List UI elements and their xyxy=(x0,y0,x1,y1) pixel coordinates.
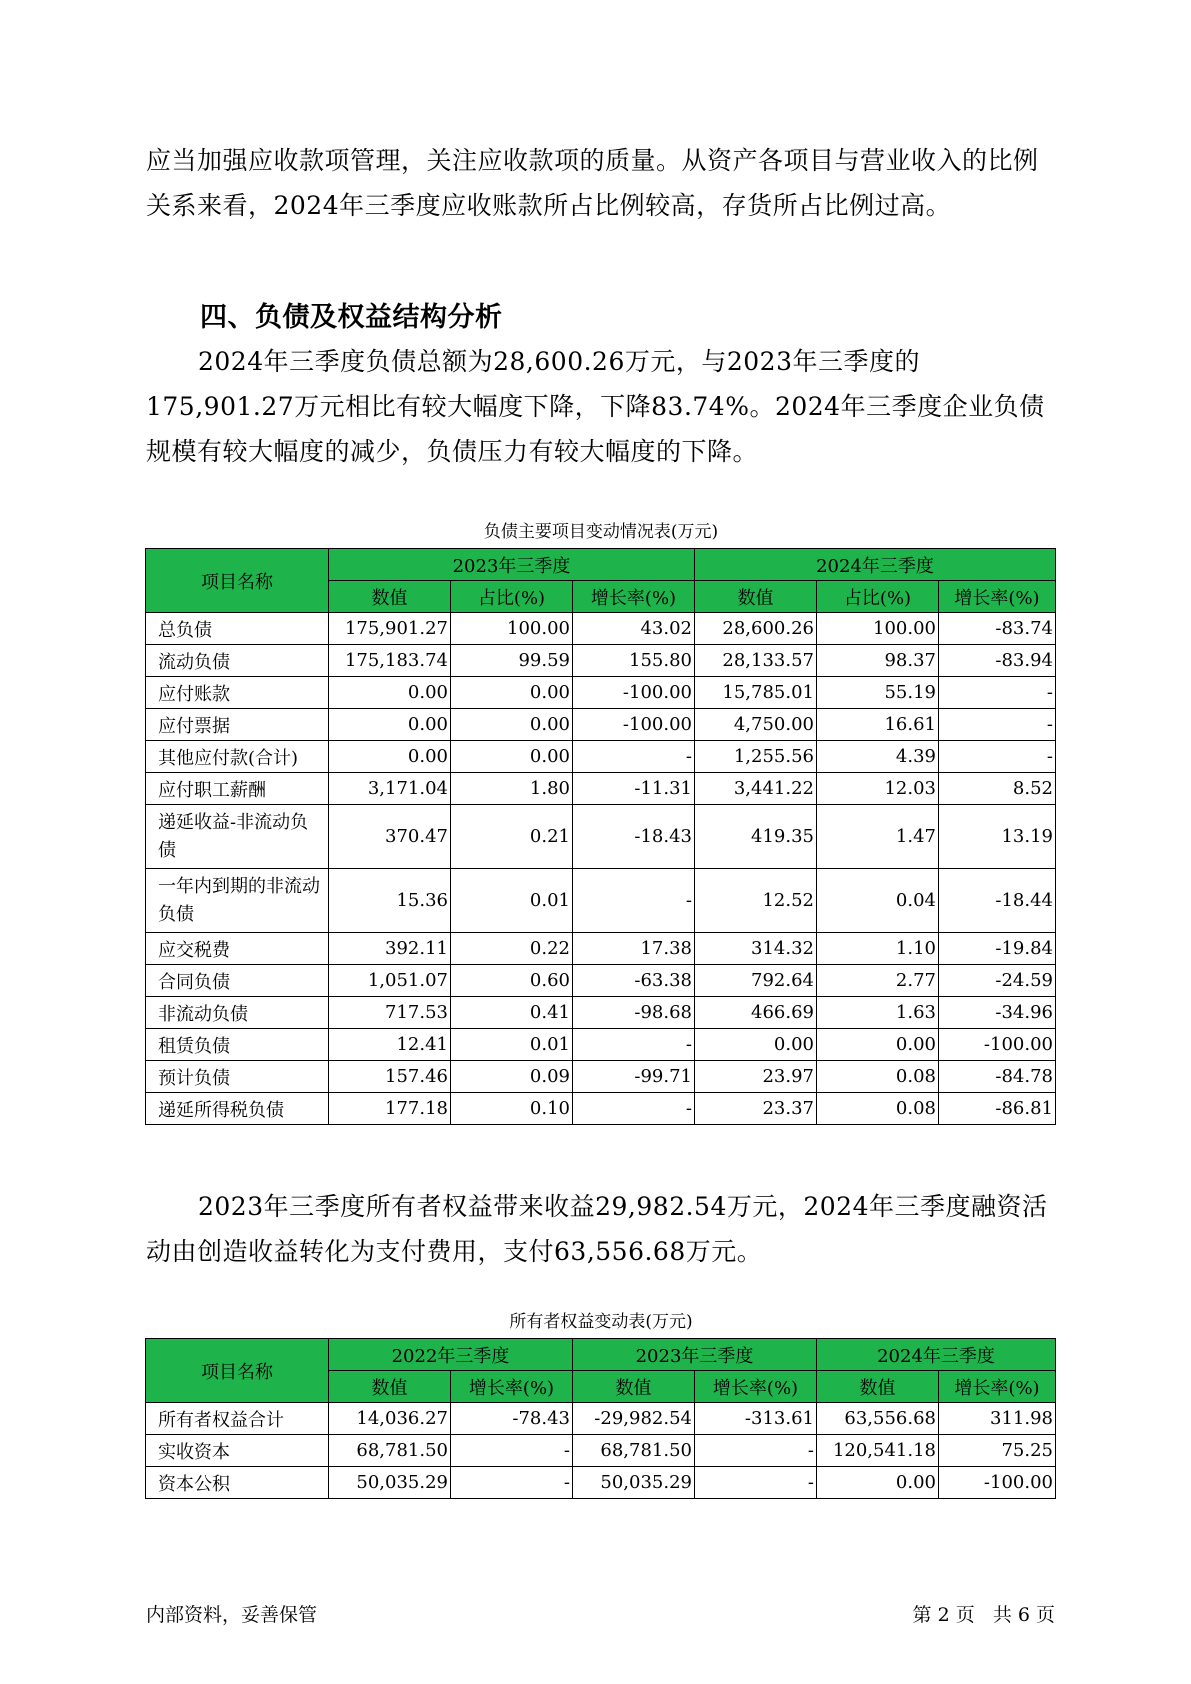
table-cell: 2.77 xyxy=(817,965,939,997)
table-cell: -18.43 xyxy=(573,805,695,869)
table-cell: 0.41 xyxy=(451,997,573,1029)
table-cell: 419.35 xyxy=(695,805,817,869)
table-cell: 0.22 xyxy=(451,933,573,965)
table-cell: -34.96 xyxy=(939,997,1056,1029)
table-row xyxy=(146,1061,1056,1093)
liability-period-2024-header: 2024年三季度 xyxy=(695,549,1056,581)
table-cell: 1,051.07 xyxy=(329,965,451,997)
table-cell: 12.41 xyxy=(329,1029,451,1061)
table-cell: - xyxy=(573,1029,695,1061)
table-cell: - xyxy=(939,741,1056,773)
table-cell: 0.01 xyxy=(451,1029,573,1061)
table-cell: 68,781.50 xyxy=(329,1435,451,1467)
liability-table xyxy=(145,548,1056,1125)
table-cell: 4.39 xyxy=(817,741,939,773)
row-label: 应交税费 xyxy=(146,933,329,965)
table-cell: -100.00 xyxy=(573,677,695,709)
table-row xyxy=(146,1467,1056,1499)
liability-name-header: 项目名称 xyxy=(146,549,329,613)
table-cell: 16.61 xyxy=(817,709,939,741)
table-cell: 63,556.68 xyxy=(817,1403,939,1435)
row-label: 应付职工薪酬 xyxy=(146,773,329,805)
table-cell: 1.10 xyxy=(817,933,939,965)
table-cell: 0.00 xyxy=(329,709,451,741)
table-row xyxy=(146,1093,1056,1125)
table-cell: 0.00 xyxy=(451,709,573,741)
table-cell: 15.36 xyxy=(329,869,451,933)
row-label: 所有者权益合计 xyxy=(146,1403,329,1435)
sub-header: 数值 xyxy=(329,581,451,613)
table-cell: 0.08 xyxy=(817,1093,939,1125)
table-cell: -100.00 xyxy=(939,1029,1056,1061)
table-cell: 466.69 xyxy=(695,997,817,1029)
table-cell: 0.60 xyxy=(451,965,573,997)
row-label: 流动负债 xyxy=(146,645,329,677)
table-cell: 0.08 xyxy=(817,1061,939,1093)
table-cell: - xyxy=(695,1435,817,1467)
sub-header: 数值 xyxy=(695,581,817,613)
table-cell: 8.52 xyxy=(939,773,1056,805)
table-cell: 0.00 xyxy=(329,741,451,773)
table-cell: 0.10 xyxy=(451,1093,573,1125)
table-cell: 155.80 xyxy=(573,645,695,677)
table-cell: - xyxy=(939,709,1056,741)
table-cell: 120,541.18 xyxy=(817,1435,939,1467)
sub-header: 增长率(%) xyxy=(939,581,1056,613)
table-cell: 50,035.29 xyxy=(329,1467,451,1499)
table-row xyxy=(146,773,1056,805)
table-cell: - xyxy=(451,1467,573,1499)
table-row xyxy=(146,805,1056,869)
table-row xyxy=(146,965,1056,997)
table-cell: - xyxy=(695,1467,817,1499)
sub-header: 增长率(%) xyxy=(695,1371,817,1403)
row-label: 递延收益-非流动负债 xyxy=(146,805,329,869)
paragraph-equity-text: 2023年三季度所有者权益带来收益29,982.54万元，2024年三季度融资活动由创造收益转化为支付费用，支付63,556.68万元。 xyxy=(146,1192,1048,1266)
table-cell: 1.47 xyxy=(817,805,939,869)
sub-header: 增长率(%) xyxy=(573,581,695,613)
paragraph-receivables: 应当加强应收款项管理，关注应收款项的质量。从资产各项目与营业收入的比例关系来看，2024年三季度应收账款所占比例较高，存货所占比例过高。 xyxy=(146,146,1039,220)
row-label: 非流动负债 xyxy=(146,997,329,1029)
table-cell: 717.53 xyxy=(329,997,451,1029)
table-cell: - xyxy=(573,869,695,933)
table-cell: 0.00 xyxy=(817,1467,939,1499)
table-cell: 23.37 xyxy=(695,1093,817,1125)
equity-name-header: 项目名称 xyxy=(146,1339,329,1403)
table-cell: -313.61 xyxy=(695,1403,817,1435)
table-cell: 175,901.27 xyxy=(329,613,451,645)
table-cell: - xyxy=(451,1435,573,1467)
row-label: 资本公积 xyxy=(146,1467,329,1499)
table-cell: -11.31 xyxy=(573,773,695,805)
table-cell: 0.00 xyxy=(451,741,573,773)
table-cell: -78.43 xyxy=(451,1403,573,1435)
table-row xyxy=(146,933,1056,965)
equity-period-header: 2023年三季度 xyxy=(573,1339,817,1371)
row-label: 实收资本 xyxy=(146,1435,329,1467)
table-cell: -24.59 xyxy=(939,965,1056,997)
section-heading: 四、负债及权益结构分析 xyxy=(200,302,503,333)
equity-period-header: 2022年三季度 xyxy=(329,1339,573,1371)
table-cell: 792.64 xyxy=(695,965,817,997)
row-label: 一年内到期的非流动负债 xyxy=(146,869,329,933)
row-label: 合同负债 xyxy=(146,965,329,997)
table-cell: 177.18 xyxy=(329,1093,451,1125)
table-cell: 3,441.22 xyxy=(695,773,817,805)
table-cell: 98.37 xyxy=(817,645,939,677)
row-label: 其他应付款(合计) xyxy=(146,741,329,773)
table-row xyxy=(146,709,1056,741)
table-cell: -86.81 xyxy=(939,1093,1056,1125)
table-cell: 392.11 xyxy=(329,933,451,965)
sub-header: 数值 xyxy=(817,1371,939,1403)
table-cell: 0.00 xyxy=(817,1029,939,1061)
table-row xyxy=(146,1403,1056,1435)
table-cell: 157.46 xyxy=(329,1061,451,1093)
table-cell: 13.19 xyxy=(939,805,1056,869)
table-cell: 28,600.26 xyxy=(695,613,817,645)
equity-table-caption: 所有者权益变动表(万元) xyxy=(509,1312,693,1332)
table-cell: -18.44 xyxy=(939,869,1056,933)
table-cell: 12.52 xyxy=(695,869,817,933)
table-row xyxy=(146,1029,1056,1061)
table-cell: -19.84 xyxy=(939,933,1056,965)
table-cell: - xyxy=(939,677,1056,709)
table-cell: 12.03 xyxy=(817,773,939,805)
table-cell: 0.09 xyxy=(451,1061,573,1093)
table-cell: 100.00 xyxy=(817,613,939,645)
table-cell: 314.32 xyxy=(695,933,817,965)
table-cell: 0.21 xyxy=(451,805,573,869)
table-cell: 311.98 xyxy=(939,1403,1056,1435)
table-cell: 15,785.01 xyxy=(695,677,817,709)
row-label: 租赁负债 xyxy=(146,1029,329,1061)
table-cell: 0.00 xyxy=(695,1029,817,1061)
footer-confidential-note: 内部资料，妥善保管 xyxy=(146,1604,318,1626)
table-row xyxy=(146,1435,1056,1467)
paragraph-equity xyxy=(146,1184,1056,1274)
table-cell: 3,171.04 xyxy=(329,773,451,805)
table-cell: 4,750.00 xyxy=(695,709,817,741)
liability-table-caption: 负债主要项目变动情况表(万元) xyxy=(483,522,719,542)
liability-period-2023-header: 2023年三季度 xyxy=(329,549,695,581)
table-cell: - xyxy=(573,1093,695,1125)
paragraph-liabilities xyxy=(146,339,1056,474)
table-cell: -84.78 xyxy=(939,1061,1056,1093)
table-row xyxy=(146,645,1056,677)
table-cell: 50,035.29 xyxy=(573,1467,695,1499)
row-label: 预计负债 xyxy=(146,1061,329,1093)
table-cell: 1.80 xyxy=(451,773,573,805)
row-label: 总负债 xyxy=(146,613,329,645)
table-cell: -83.94 xyxy=(939,645,1056,677)
table-cell: -83.74 xyxy=(939,613,1056,645)
table-cell: - xyxy=(573,741,695,773)
table-cell: -99.71 xyxy=(573,1061,695,1093)
table-cell: -98.68 xyxy=(573,997,695,1029)
table-cell: 0.00 xyxy=(451,677,573,709)
row-label: 递延所得税负债 xyxy=(146,1093,329,1125)
table-cell: 0.00 xyxy=(329,677,451,709)
table-cell: 28,133.57 xyxy=(695,645,817,677)
table-row xyxy=(146,997,1056,1029)
table-cell: -100.00 xyxy=(939,1467,1056,1499)
sub-header: 占比(%) xyxy=(817,581,939,613)
sub-header: 增长率(%) xyxy=(939,1371,1056,1403)
table-cell: 1.63 xyxy=(817,997,939,1029)
sub-header: 数值 xyxy=(329,1371,451,1403)
table-cell: 55.19 xyxy=(817,677,939,709)
table-cell: 370.47 xyxy=(329,805,451,869)
table-row xyxy=(146,869,1056,933)
table-cell: 17.38 xyxy=(573,933,695,965)
sub-header: 占比(%) xyxy=(451,581,573,613)
table-cell: 1,255.56 xyxy=(695,741,817,773)
table-cell: 75.25 xyxy=(939,1435,1056,1467)
table-cell: 99.59 xyxy=(451,645,573,677)
row-label: 应付票据 xyxy=(146,709,329,741)
table-cell: 0.01 xyxy=(451,869,573,933)
paragraph-liabilities-text: 2024年三季度负债总额为28,600.26万元，与2023年三季度的175,901.27万元相比有较大幅度下降，下降83.74%。2024年三季度企业负债规模有较大幅度的减少，负债压力有较大幅度的下降。 xyxy=(146,347,1045,466)
equity-table xyxy=(145,1338,1056,1499)
table-cell: 43.02 xyxy=(573,613,695,645)
table-cell: 175,183.74 xyxy=(329,645,451,677)
table-cell: 100.00 xyxy=(451,613,573,645)
table-cell: -63.38 xyxy=(573,965,695,997)
table-cell: -29,982.54 xyxy=(573,1403,695,1435)
table-row xyxy=(146,741,1056,773)
table-cell: 23.97 xyxy=(695,1061,817,1093)
row-label: 应付账款 xyxy=(146,677,329,709)
equity-period-header: 2024年三季度 xyxy=(817,1339,1056,1371)
table-row xyxy=(146,613,1056,645)
table-cell: 68,781.50 xyxy=(573,1435,695,1467)
table-row xyxy=(146,677,1056,709)
table-cell: 14,036.27 xyxy=(329,1403,451,1435)
sub-header: 增长率(%) xyxy=(451,1371,573,1403)
footer-page-number: 第 2 页 共 6 页 xyxy=(912,1604,1055,1626)
table-cell: 0.04 xyxy=(817,869,939,933)
table-cell: -100.00 xyxy=(573,709,695,741)
sub-header: 数值 xyxy=(573,1371,695,1403)
